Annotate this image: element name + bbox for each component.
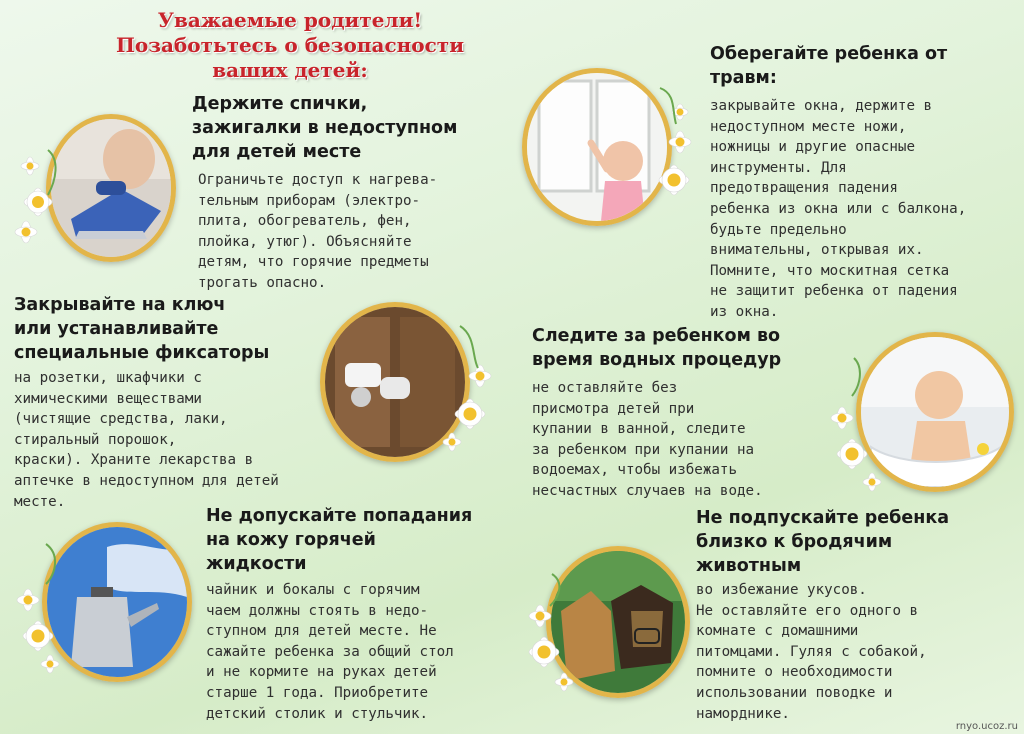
section-heading-matches [192,92,457,164]
text-line: внимательны, открывая их. [710,242,924,259]
text-line: краски). Храните лекарства в [14,452,254,469]
section-body-water [532,378,763,502]
daisy-flowers-icon [630,84,700,224]
text-line: питомцами. Гуляя с собакой, [696,643,927,660]
text-line: химическими веществами [14,390,202,407]
text-line: близко к бродячим [696,532,893,552]
text-line: стиральный порошок, [14,431,177,448]
text-line: купании в ванной, следите [532,421,746,438]
text-line: старше 1 года. Приобретите [206,684,429,701]
daisy-flowers-icon [6,540,76,680]
text-line: ножницы и другие опасные [710,139,915,156]
text-line: или устанавливайте [14,319,219,339]
daisy-flowers-icon [430,318,500,458]
text-line: для детей месте [192,142,362,162]
text-line: плита, обогреватель, фен, [198,213,412,230]
text-line: чаем должны стоять в недо- [206,602,429,619]
text-line: ребенка из окна или с балкона, [710,200,967,217]
text-line: несчастных случаев на воде. [532,482,763,499]
text-line: помните о необходимости [696,664,893,681]
text-line: детский столик и стульчик. [206,705,429,722]
text-line: на кожу горячей [206,530,376,550]
text-line: будьте предельно [710,221,847,238]
watermark: rnyo.ucoz.ru [955,721,1018,732]
text-line: детям, что горячие предметы [198,254,429,271]
text-line: чайник и бокалы с горячим [206,582,420,598]
text-line: месте. [14,493,66,510]
text-line: Закрывайте на ключ [14,295,226,315]
text-line: комнате с домашними [696,623,859,640]
text-line: Не подпускайте ребенка [696,508,950,528]
text-line: за ребенком при купании на [532,441,755,458]
text-line: недоступном месте ножи, [710,118,907,135]
text-line: Следите за ребенком во [532,326,781,346]
section-heading-hot-liquid [206,504,472,576]
text-line: зажигалки в недоступном [192,118,458,138]
text-line: Оберегайте ребенка от [710,44,948,64]
text-line: трогать опасно. [198,274,327,291]
text-line: время водных процедур [532,350,782,370]
text-line: ваших детей: [212,58,368,82]
section-body-matches [198,170,437,294]
section-body-locks [14,368,279,512]
text-line: травм: [710,68,777,88]
text-line: водоемах, чтобы избежать [532,462,737,479]
section-body-animals [696,580,927,724]
text-line: ступном для детей месте. Не [206,623,437,640]
text-line: из окна. [710,303,779,320]
text-line: аптечке в недоступном для детей [14,472,279,489]
text-line: использовании поводке и [696,684,893,701]
text-line: Позаботьтесь о безопасности [115,33,465,57]
text-line: Уважаемые родители! [157,8,423,32]
section-body-injuries [710,96,966,323]
daisy-flowers-icon [8,140,78,260]
text-line: и не кормите на руках детей [206,664,437,681]
text-line: не оставляйте без [532,380,678,396]
text-line: животным [696,556,802,576]
text-line: Не оставляйте его одного в [696,602,919,619]
text-line: не защитит ребенка от падения [710,283,958,300]
text-line: наморднике. [696,705,790,722]
text-line: закрывайте окна, держите в [710,98,933,114]
section-heading-water [532,324,781,372]
text-line: присмотра детей при [532,400,695,417]
section-heading-injuries [710,42,947,90]
text-line: предотвращения падения [710,180,898,197]
text-line: специальные фиксаторы [14,343,270,363]
page-title [70,8,510,83]
daisy-flowers-icon [824,356,894,496]
text-line: Держите спички, [192,94,368,114]
text-line: Помните, что москитная сетка [710,262,950,279]
text-line: во избежание укусов. [696,582,867,598]
text-line: Ограничьте доступ к нагрева- [198,172,438,188]
text-line: жидкости [206,554,307,574]
text-line: тельным приборам (электро- [198,192,421,209]
section-body-hot-liquid [206,580,454,724]
text-line: на розетки, шкафчики с [14,370,202,386]
daisy-flowers-icon [518,570,588,700]
text-line: инструменты. Для [710,159,847,176]
section-heading-animals [696,506,949,578]
text-line: Не допускайте попадания [206,506,473,526]
text-line: плойка, утюг). Объясняйте [198,233,412,250]
text-line: сажайте ребенка за общий стол [206,643,454,660]
section-heading-locks [14,293,269,365]
text-line: (чистящие средства, лаки, [14,411,228,428]
